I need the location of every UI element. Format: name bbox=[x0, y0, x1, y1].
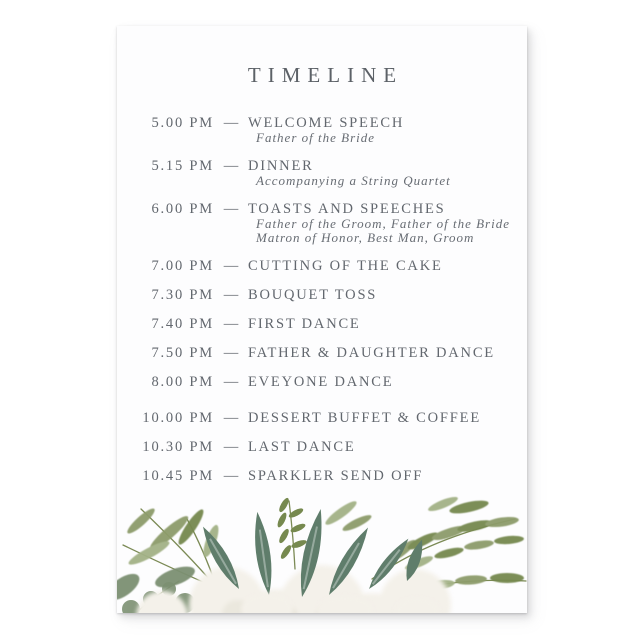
entry-dash: — bbox=[223, 258, 239, 274]
entry-event-column bbox=[248, 375, 519, 390]
timeline-entry bbox=[140, 288, 519, 303]
entry-dash: — bbox=[223, 345, 239, 361]
timeline-entry bbox=[140, 375, 519, 390]
timeline-entries bbox=[117, 116, 527, 484]
entry-event: TOASTS AND SPEECHES bbox=[248, 201, 446, 217]
entry-detail: Father of the Groom, Father of the Bride bbox=[256, 216, 510, 231]
timeline-entry bbox=[140, 116, 519, 145]
entry-event-column bbox=[248, 202, 519, 245]
entry-event: BOUQUET TOSS bbox=[248, 287, 378, 303]
entry-event: SPARKLER SEND OFF bbox=[248, 468, 424, 484]
entry-time: 6.00 PM bbox=[151, 201, 214, 217]
entry-time: 8.00 PM bbox=[151, 374, 214, 390]
entry-event-column bbox=[248, 317, 519, 332]
entry-event: DINNER bbox=[248, 158, 314, 174]
entry-detail: Accompanying a String Quartet bbox=[256, 173, 451, 188]
greenery-decoration-image bbox=[117, 493, 527, 613]
entry-time: 7.40 PM bbox=[151, 316, 214, 332]
timeline-entry bbox=[140, 202, 519, 245]
entry-dash: — bbox=[223, 316, 239, 332]
entry-event: LAST DANCE bbox=[248, 439, 356, 455]
entry-event-column bbox=[248, 288, 519, 303]
entry-event-column bbox=[248, 159, 519, 188]
timeline-entry bbox=[140, 440, 519, 455]
timeline-entry bbox=[140, 159, 519, 188]
entry-event: FATHER & DAUGHTER DANCE bbox=[248, 345, 495, 361]
timeline-entry bbox=[140, 259, 519, 274]
card-title: TIMELINE bbox=[247, 63, 404, 87]
entry-event: DESSERT BUFFET & COFFEE bbox=[248, 410, 481, 426]
entry-event-column bbox=[248, 440, 519, 455]
entry-event-column bbox=[248, 116, 519, 145]
entry-event: WELCOME SPEECH bbox=[248, 115, 405, 131]
entry-dash: — bbox=[223, 439, 239, 455]
entry-event-column bbox=[248, 259, 519, 274]
entry-time: 7.30 PM bbox=[151, 287, 214, 303]
entry-detail: Father of the Bride bbox=[256, 130, 376, 145]
timeline-entry bbox=[140, 469, 519, 484]
entry-dash: — bbox=[223, 201, 239, 217]
entry-time: 10.00 PM bbox=[142, 410, 214, 426]
entry-event: EVEYONE DANCE bbox=[248, 374, 394, 390]
entry-dash: — bbox=[223, 287, 239, 303]
entry-event-column bbox=[248, 346, 519, 361]
entry-time: 10.45 PM bbox=[142, 468, 214, 484]
entry-dash: — bbox=[223, 115, 239, 131]
entry-time: 7.50 PM bbox=[151, 345, 214, 361]
entry-event: FIRST DANCE bbox=[248, 316, 361, 332]
entry-time: 5.00 PM bbox=[151, 115, 214, 131]
entry-time: 10.30 PM bbox=[142, 439, 214, 455]
entry-dash: — bbox=[223, 374, 239, 390]
entry-dash: — bbox=[223, 410, 239, 426]
timeline-entry bbox=[140, 346, 519, 361]
entry-event-column bbox=[248, 411, 519, 426]
entry-event-column bbox=[248, 469, 519, 484]
entry-detail: Matron of Honor, Best Man, Groom bbox=[256, 230, 475, 245]
entry-time: 5.15 PM bbox=[151, 158, 214, 174]
timeline-card bbox=[117, 26, 527, 613]
timeline-entry bbox=[140, 317, 519, 332]
entry-event: CUTTING OF THE CAKE bbox=[248, 258, 443, 274]
entry-dash: — bbox=[223, 468, 239, 484]
timeline-entry bbox=[140, 411, 519, 426]
entry-dash: — bbox=[223, 158, 239, 174]
entry-time: 7.00 PM bbox=[151, 258, 214, 274]
